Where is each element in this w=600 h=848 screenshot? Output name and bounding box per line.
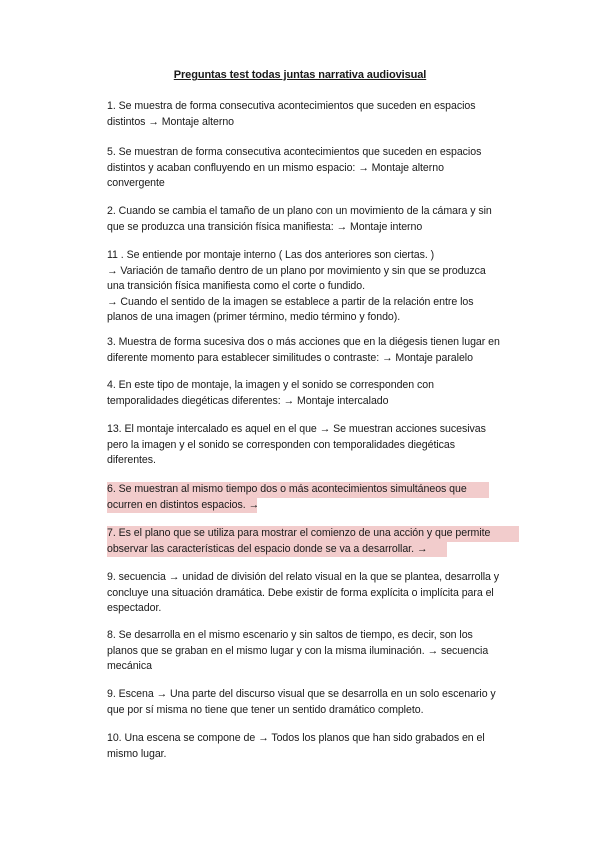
text-line: mismo lugar.: [107, 747, 167, 760]
text-line: diferente momento para establecer similitudes o contraste: → Montaje paralelo: [107, 351, 473, 364]
text-line: que se produzca una transición física manifiesta: → Montaje interno: [107, 220, 423, 233]
question-4: [107, 378, 527, 409]
text-line: una transición física manifiesta como el corte o fundido.: [107, 280, 366, 292]
question-10: [107, 731, 527, 762]
text-line: 5. Se muestran de forma consecutiva acontecimientos que suceden en espacios: [107, 146, 482, 158]
text-line: 10. Una escena se compone de → Todos los planos que han sido grabados en el: [107, 732, 485, 744]
question-9-secuencia: [107, 570, 527, 617]
question-3: [107, 335, 527, 366]
text-line: mecánica: [107, 660, 152, 672]
text-line: 4. En este tipo de montaje, la imagen y el sonido se corresponden con: [107, 379, 434, 391]
question-7-highlighted: [107, 526, 519, 557]
question-5: [107, 145, 527, 192]
text-line: 3. Muestra de forma sucesiva dos o más acciones que en la diégesis tienen lugar en: [107, 336, 500, 348]
text-line: temporalidades diegéticas diferentes: → Montaje intercalado: [107, 394, 389, 407]
text-line: 1. Se muestra de forma consecutiva acontecimientos que suceden en espacios: [107, 100, 476, 112]
text-line: → Cuando el sentido de la imagen se establece a partir de la relación entre los: [107, 295, 474, 308]
text-line: concluye una situación dramática. Debe existir de forma explícita o implícita para el: [107, 586, 494, 599]
question-6-highlighted: [107, 482, 489, 513]
question-13: [107, 422, 527, 469]
text-line: 7. Es el plano que se utiliza para mostrar el comienzo de una acción y que permite: [107, 526, 519, 542]
document-title: Preguntas test todas juntas narrativa audiovisual: [173, 69, 427, 81]
text-line: que por sí misma no tiene que tener un sentido dramático completo.: [107, 703, 424, 716]
text-line: diferentes.: [107, 454, 156, 466]
question-1: [107, 99, 527, 130]
text-line: ocurren en distintos espacios. →: [107, 498, 257, 514]
text-line: pero la imagen y el sonido se corresponden con temporalidades diegéticas: [107, 438, 455, 451]
text-line: planos que se graban en el mismo lugar y con la misma iluminación. → secuencia: [107, 644, 489, 657]
question-9-escena: [107, 687, 527, 718]
text-line: 13. El montaje intercalado es aquel en el que → Se muestran acciones sucesivas: [107, 423, 486, 435]
text-line: convergente: [107, 177, 165, 189]
text-line: 9. Escena → Una parte del discurso visual que se desarrolla en un solo escenario y: [107, 688, 496, 700]
text-line: observar las características del espacio donde se va a desarrollar. →: [107, 542, 447, 558]
question-8: [107, 628, 527, 675]
text-line: → Variación de tamaño dentro de un plano por movimiento y sin que se produzca: [107, 264, 486, 277]
text-line: espectador.: [107, 602, 162, 614]
text-line: 6. Se muestran al mismo tiempo dos o más acontecimientos simultáneos que: [107, 482, 489, 498]
question-2: [107, 204, 527, 235]
question-11: [107, 248, 527, 326]
text-line: 11 . Se entiende por montaje interno ( Las dos anteriores son ciertas. ): [107, 249, 435, 261]
text-line: distintos → Montaje alterno: [107, 115, 235, 128]
text-line: 9. secuencia → unidad de división del relato visual en la que se plantea, desarrolla y: [107, 571, 500, 583]
text-line: 8. Se desarrolla en el mismo escenario y sin saltos de tiempo, es decir, son los: [107, 629, 473, 641]
text-line: planos de una imagen (primer término, medio término y fondo).: [107, 311, 401, 323]
text-line: 2. Cuando se cambia el tamaño de un plano con un movimiento de la cámara y sin: [107, 205, 492, 217]
text-line: distintos y acaban confluyendo en un mismo espacio: → Montaje alterno: [107, 161, 444, 174]
